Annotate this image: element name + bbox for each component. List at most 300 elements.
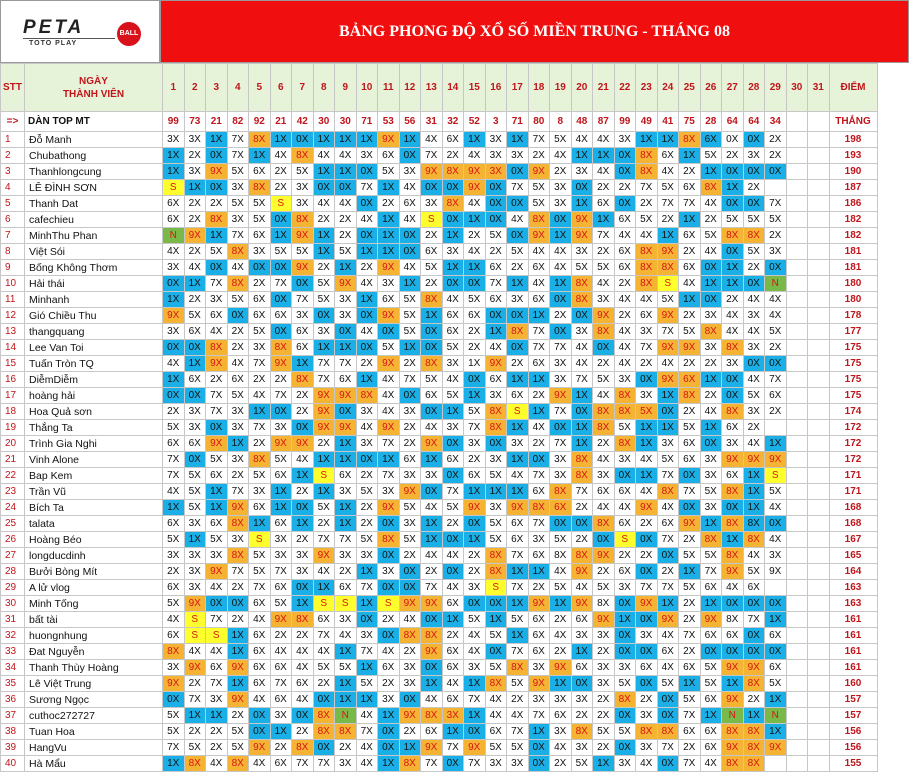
day-result-cell: 1X	[722, 260, 744, 276]
day-result-cell: 1X	[507, 484, 529, 500]
day-result-cell: 0X	[700, 260, 722, 276]
day-result-cell: 0X	[464, 372, 486, 388]
day-result-cell: 2X	[270, 180, 292, 196]
day-result-cell: 2X	[614, 180, 636, 196]
day-result-cell: 0X	[614, 628, 636, 644]
day-result-cell: 3X	[571, 740, 593, 756]
day-result-cell: 3X	[249, 340, 271, 356]
day-result-cell: 0X	[356, 308, 378, 324]
score-cell: 172	[829, 452, 877, 468]
day-result-cell: 4X	[550, 564, 572, 580]
rank-cell: 16	[1, 372, 25, 388]
day-header: 24	[657, 64, 679, 112]
day-result-cell: 4X	[657, 164, 679, 180]
member-row	[1, 276, 878, 292]
day-result-cell: 2X	[335, 212, 357, 228]
header-row	[1, 64, 878, 112]
day-result-cell: 2X	[399, 548, 421, 564]
day-result-cell: 7X	[528, 708, 550, 724]
member-row	[1, 324, 878, 340]
day-result-cell: 9X	[571, 596, 593, 612]
day-result-cell: 7X	[485, 276, 507, 292]
day-result-cell: 0X	[292, 500, 314, 516]
member-name: Việt Sói	[25, 244, 163, 260]
rank-cell: 36	[1, 692, 25, 708]
day-result-cell: 8X	[743, 532, 765, 548]
day-result-cell: 7X	[636, 580, 658, 596]
day-result-cell: 8X	[593, 404, 615, 420]
day-result-cell: 1X	[679, 564, 701, 580]
day-result-cell: 5X	[206, 452, 228, 468]
day-result-cell: 6X	[571, 612, 593, 628]
day-result-cell: 7X	[571, 372, 593, 388]
day-result-cell: 7X	[335, 356, 357, 372]
day-result-cell: 3X	[528, 660, 550, 676]
day-result-cell: 3X	[313, 324, 335, 340]
day-result-cell: 0X	[743, 164, 765, 180]
day-result-cell: 6X	[184, 324, 206, 340]
day-result-cell: 4X	[657, 356, 679, 372]
day-result-cell: 3X	[206, 292, 228, 308]
logo-wordmark: PETA	[23, 17, 85, 38]
day-result-cell: 4X	[399, 260, 421, 276]
day-result-cell: 5X	[743, 244, 765, 260]
day-result-cell: 3X	[614, 452, 636, 468]
day-result-cell: 7X	[399, 372, 421, 388]
day-result-cell: 7X	[679, 484, 701, 500]
member-row	[1, 740, 878, 756]
day-result-cell: 8X	[163, 644, 185, 660]
day-result-cell: 6X	[700, 724, 722, 740]
day-result-cell: 2X	[163, 404, 185, 420]
day-result-cell: 6X	[163, 580, 185, 596]
day-result-cell: 0X	[636, 612, 658, 628]
day-result-cell: 4X	[184, 644, 206, 660]
day-result-cell: 3X	[614, 756, 636, 772]
day-result-cell: 0X	[356, 612, 378, 628]
day-result-cell: 2X	[292, 628, 314, 644]
day-result-cell: 2X	[292, 724, 314, 740]
day-result-cell: 6X	[249, 644, 271, 660]
day-result-cell: 3X	[464, 436, 486, 452]
day-result-cell: 0X	[184, 388, 206, 404]
day-result-cell: 9X	[206, 164, 228, 180]
day-result-cell: S	[614, 532, 636, 548]
day-result-cell: 1X	[356, 244, 378, 260]
day-result-cell: 8X	[528, 500, 550, 516]
day-result-cell: 4X	[356, 708, 378, 724]
top-set-value: 82	[227, 112, 249, 132]
day-result-cell: 0X	[249, 724, 271, 740]
day-result-cell: 1X	[507, 372, 529, 388]
day-result-cell	[808, 580, 830, 596]
day-result-cell: 0X	[507, 340, 529, 356]
day-result-cell: 9X	[722, 564, 744, 580]
rank-cell: 14	[1, 340, 25, 356]
day-result-cell: 9X	[206, 356, 228, 372]
day-result-cell: 6X	[700, 628, 722, 644]
rank-cell: 17	[1, 388, 25, 404]
day-result-cell: 3X	[184, 404, 206, 420]
day-result-cell: 5X	[163, 708, 185, 724]
day-result-cell: 6X	[571, 660, 593, 676]
day-result-cell: 1X	[378, 244, 400, 260]
day-result-cell: 0X	[722, 244, 744, 260]
member-row	[1, 404, 878, 420]
member-name: talata	[25, 516, 163, 532]
day-result-cell: 4X	[356, 324, 378, 340]
score-cell: 171	[829, 468, 877, 484]
day-result-cell: 6X	[206, 516, 228, 532]
day-result-cell: 0X	[270, 292, 292, 308]
day-result-cell: 6X	[249, 228, 271, 244]
day-result-cell: 4X	[636, 756, 658, 772]
day-result-cell	[808, 292, 830, 308]
day-result-cell: 6X	[270, 756, 292, 772]
day-result-cell: 7X	[636, 180, 658, 196]
day-result-cell: 9X	[378, 132, 400, 148]
day-result-cell: 2X	[356, 356, 378, 372]
day-result-cell: 0X	[550, 292, 572, 308]
day-result-cell	[786, 756, 808, 772]
day-result-cell: 4X	[550, 628, 572, 644]
day-result-cell: 4X	[464, 628, 486, 644]
day-result-cell: 5X	[356, 484, 378, 500]
day-result-cell: 5X	[657, 180, 679, 196]
day-result-cell: 6X	[421, 388, 443, 404]
member-name: huongnhung	[25, 628, 163, 644]
day-result-cell: 1X	[206, 708, 228, 724]
member-name: Minhanh	[25, 292, 163, 308]
day-result-cell: 2X	[399, 724, 421, 740]
day-result-cell: 1X	[421, 452, 443, 468]
day-result-cell: 5X	[679, 580, 701, 596]
day-result-cell	[786, 580, 808, 596]
day-result-cell: 1X	[657, 132, 679, 148]
day-result-cell: 2X	[593, 708, 615, 724]
day-result-cell: 5X	[442, 388, 464, 404]
day-result-cell: 1X	[722, 276, 744, 292]
member-name: Trần Vũ	[25, 484, 163, 500]
day-result-cell: 1X	[335, 692, 357, 708]
day-result-cell: 1X	[593, 756, 615, 772]
day-result-cell: 1X	[270, 228, 292, 244]
day-result-cell: 0X	[614, 708, 636, 724]
day-result-cell: 1X	[700, 276, 722, 292]
day-result-cell: 0X	[700, 436, 722, 452]
day-result-cell: 4X	[313, 564, 335, 580]
day-result-cell: 9X	[249, 740, 271, 756]
day-result-cell	[808, 308, 830, 324]
day-result-cell: 2X	[679, 356, 701, 372]
day-result-cell	[808, 692, 830, 708]
day-result-cell: 3X	[399, 676, 421, 692]
day-result-cell: 2X	[722, 148, 744, 164]
day-result-cell: 4X	[335, 628, 357, 644]
score-cell: 155	[829, 756, 877, 772]
day-result-cell: 8X	[571, 468, 593, 484]
member-name: Tuấn Tròn TQ	[25, 356, 163, 372]
day-result-cell: 6X	[657, 516, 679, 532]
day-header: 5	[249, 64, 271, 112]
day-result-cell: 5X	[636, 212, 658, 228]
day-result-cell: 0X	[356, 452, 378, 468]
day-result-cell: 3X	[421, 468, 443, 484]
day-result-cell: 9X	[227, 692, 249, 708]
day-result-cell: 5X	[485, 516, 507, 532]
day-result-cell: 0X	[206, 148, 228, 164]
day-result-cell: 3X	[270, 420, 292, 436]
day-result-cell: 5X	[270, 452, 292, 468]
day-result-cell: 1X	[335, 452, 357, 468]
day-result-cell: 7X	[227, 484, 249, 500]
day-result-cell: 2X	[227, 324, 249, 340]
day-result-cell: 5X	[679, 420, 701, 436]
member-row	[1, 676, 878, 692]
day-result-cell	[786, 356, 808, 372]
day-result-cell: 5X	[700, 148, 722, 164]
day-result-cell: 5X	[507, 740, 529, 756]
day-result-cell: 3X	[765, 244, 787, 260]
day-result-cell: 3X	[292, 308, 314, 324]
day-result-cell: 8X	[657, 484, 679, 500]
day-result-cell: 7X	[507, 724, 529, 740]
day-result-cell: 0X	[485, 308, 507, 324]
day-result-cell	[786, 148, 808, 164]
day-result-cell: 1X	[206, 484, 228, 500]
day-header: 6	[270, 64, 292, 112]
day-result-cell: 4X	[722, 308, 744, 324]
day-result-cell: N	[722, 708, 744, 724]
day-result-cell: 5X	[356, 532, 378, 548]
day-result-cell: 8X	[657, 724, 679, 740]
day-result-cell: 0X	[184, 452, 206, 468]
day-result-cell	[786, 276, 808, 292]
day-result-cell: 4X	[528, 276, 550, 292]
top-set-value: 64	[743, 112, 765, 132]
day-result-cell: 3X	[614, 132, 636, 148]
header	[0, 0, 909, 63]
day-result-cell: 1X	[485, 324, 507, 340]
score-cell: 187	[829, 180, 877, 196]
day-result-cell: 5X	[378, 340, 400, 356]
day-result-cell: N	[335, 708, 357, 724]
day-result-cell: 1X	[356, 596, 378, 612]
day-result-cell: 7X	[163, 740, 185, 756]
score-cell: 175	[829, 356, 877, 372]
day-result-cell: 4X	[270, 148, 292, 164]
day-result-cell: 5X	[593, 372, 615, 388]
day-result-cell: 1X	[227, 644, 249, 660]
day-result-cell: 3X	[227, 452, 249, 468]
day-result-cell: 0X	[636, 372, 658, 388]
day-result-cell: 2X	[184, 212, 206, 228]
day-result-cell: 7X	[442, 484, 464, 500]
day-result-cell: 2X	[442, 148, 464, 164]
member-name: HangVu	[25, 740, 163, 756]
day-result-cell: 1X	[442, 612, 464, 628]
day-result-cell: 1X	[464, 356, 486, 372]
day-result-cell	[786, 548, 808, 564]
day-result-cell: 2X	[636, 548, 658, 564]
day-result-cell: 0X	[507, 164, 529, 180]
day-result-cell: 9X	[743, 660, 765, 676]
day-result-cell	[786, 564, 808, 580]
score-cell: 161	[829, 644, 877, 660]
day-result-cell: 4X	[765, 292, 787, 308]
top-set-arrow: =>	[1, 112, 25, 132]
day-result-cell: 9X	[722, 660, 744, 676]
top-set-value: 71	[507, 112, 529, 132]
day-result-cell: 2X	[743, 260, 765, 276]
day-result-cell: 1X	[442, 724, 464, 740]
day-result-cell: 1X	[657, 388, 679, 404]
day-result-cell: 1X	[335, 260, 357, 276]
day-result-cell: 9X	[421, 740, 443, 756]
day-result-cell: 2X	[313, 260, 335, 276]
day-result-cell: 2X	[507, 692, 529, 708]
day-result-cell: 8X	[485, 420, 507, 436]
member-row	[1, 756, 878, 772]
day-result-cell: 0X	[722, 372, 744, 388]
day-result-cell	[765, 580, 787, 596]
day-result-cell: 4X	[722, 324, 744, 340]
day-result-cell: 6X	[614, 260, 636, 276]
day-result-cell: 8X	[614, 436, 636, 452]
day-result-cell: 2X	[313, 516, 335, 532]
day-result-cell: 6X	[421, 724, 443, 740]
top-set-value: 53	[378, 112, 400, 132]
day-result-cell: 0X	[722, 644, 744, 660]
day-result-cell: 1X	[464, 260, 486, 276]
top-set-value: 64	[722, 112, 744, 132]
day-result-cell: 3X	[378, 276, 400, 292]
day-result-cell: 7X	[550, 340, 572, 356]
day-result-cell: 4X	[313, 196, 335, 212]
day-result-cell: 3X	[700, 468, 722, 484]
day-result-cell: 6X	[270, 308, 292, 324]
day-result-cell: 4X	[163, 612, 185, 628]
day-result-cell: 1X	[722, 180, 744, 196]
day-result-cell: 5X	[636, 404, 658, 420]
day-result-cell: 6X	[679, 260, 701, 276]
day-header: 21	[593, 64, 615, 112]
day-result-cell: 3X	[614, 660, 636, 676]
day-result-cell: 5X	[700, 548, 722, 564]
day-result-cell: 6X	[206, 660, 228, 676]
day-result-cell: 6X	[700, 132, 722, 148]
day-result-cell: 9X	[657, 244, 679, 260]
day-result-cell: 4X	[614, 228, 636, 244]
day-result-cell: 4X	[700, 404, 722, 420]
day-result-cell: S	[421, 212, 443, 228]
day-result-cell: 7X	[227, 228, 249, 244]
day-result-cell: 3X	[356, 436, 378, 452]
day-result-cell: 4X	[227, 356, 249, 372]
day-result-cell	[808, 484, 830, 500]
day-result-cell: 2X	[399, 420, 421, 436]
day-result-cell: 7X	[528, 340, 550, 356]
day-result-cell: 0X	[765, 260, 787, 276]
day-result-cell: 4X	[163, 244, 185, 260]
member-row	[1, 548, 878, 564]
day-result-cell: 8X	[614, 692, 636, 708]
day-result-cell: 2X	[700, 356, 722, 372]
day-result-cell: 3X	[485, 388, 507, 404]
day-result-cell: 0X	[700, 292, 722, 308]
day-result-cell: S	[184, 612, 206, 628]
top-set-value: 73	[184, 112, 206, 132]
day-result-cell: 3X	[249, 484, 271, 500]
day-result-cell: 0X	[657, 756, 679, 772]
day-result-cell: 0X	[636, 644, 658, 660]
day-header: 28	[743, 64, 765, 112]
day-result-cell: 9X	[335, 388, 357, 404]
day-result-cell: 3X	[335, 484, 357, 500]
day-result-cell: 3X	[464, 660, 486, 676]
day-result-cell: 4X	[743, 548, 765, 564]
day-result-cell: 6X	[485, 292, 507, 308]
day-result-cell: 1X	[292, 468, 314, 484]
day-result-cell: 1X	[765, 724, 787, 740]
day-result-cell: 1X	[679, 212, 701, 228]
day-result-cell: 6X	[507, 532, 529, 548]
day-result-cell: 1X	[571, 196, 593, 212]
day-result-cell	[808, 724, 830, 740]
day-result-cell: 5X	[270, 596, 292, 612]
day-result-cell: 2X	[765, 148, 787, 164]
day-result-cell: 8X	[636, 276, 658, 292]
day-result-cell: 1X	[163, 372, 185, 388]
day-result-cell: 5X	[464, 612, 486, 628]
day-result-cell: 3X	[657, 436, 679, 452]
day-result-cell: 8X	[593, 324, 615, 340]
day-result-cell: 2X	[679, 244, 701, 260]
top-set-value: 34	[765, 112, 787, 132]
day-result-cell: 1X	[313, 164, 335, 180]
day-result-cell: 0X	[270, 260, 292, 276]
day-result-cell: 7X	[507, 548, 529, 564]
day-result-cell	[786, 404, 808, 420]
day-result-cell	[786, 228, 808, 244]
day-result-cell: 1X	[378, 756, 400, 772]
day-result-cell: 4X	[313, 644, 335, 660]
day-result-cell: 5X	[313, 276, 335, 292]
day-result-cell: 2X	[356, 468, 378, 484]
day-result-cell: 0X	[614, 468, 636, 484]
day-result-cell: 5X	[485, 660, 507, 676]
day-result-cell: 8X	[421, 292, 443, 308]
day-result-cell: 2X	[399, 644, 421, 660]
day-result-cell: 5X	[399, 308, 421, 324]
day-result-cell: 3X	[163, 660, 185, 676]
member-name: thangquang	[25, 324, 163, 340]
day-result-cell: 0X	[442, 532, 464, 548]
day-result-cell: 4X	[464, 148, 486, 164]
member-name: Vinh Alone	[25, 452, 163, 468]
day-result-cell: 1X	[464, 388, 486, 404]
day-result-cell: 2X	[399, 436, 421, 452]
member-row	[1, 420, 878, 436]
day-result-cell: 6X	[550, 500, 572, 516]
day-result-cell: 6X	[507, 388, 529, 404]
day-result-cell: 6X	[270, 468, 292, 484]
day-result-cell: 9X	[335, 276, 357, 292]
day-result-cell: 6X	[636, 660, 658, 676]
day-result-cell: 9X	[206, 436, 228, 452]
day-result-cell: 0X	[528, 756, 550, 772]
day-result-cell: 9X	[593, 612, 615, 628]
